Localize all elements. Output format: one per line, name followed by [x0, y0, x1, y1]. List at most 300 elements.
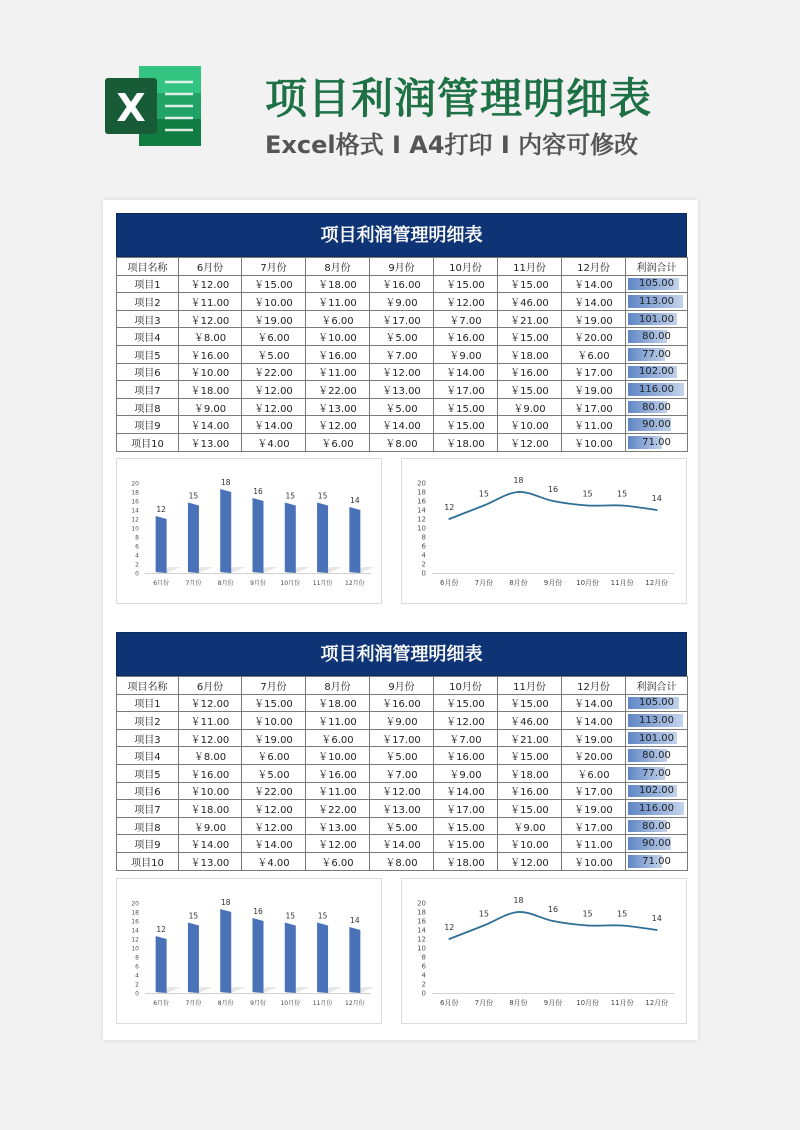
total-cell [626, 800, 688, 818]
value-cell: ￥15.00 [434, 416, 498, 434]
value-cell: ￥18.00 [306, 694, 370, 712]
value-cell: ￥6.00 [306, 433, 370, 451]
value-cell: ￥17.00 [562, 817, 626, 835]
total-cell [626, 729, 688, 747]
x-tick-label: 8月份 [509, 999, 528, 1007]
x-tick-label: 7月份 [185, 1000, 202, 1007]
value-cell: ￥6.00 [306, 729, 370, 747]
value-cell: ￥17.00 [434, 381, 498, 399]
total-value: 102.00 [639, 785, 674, 797]
value-cell: ￥7.00 [370, 345, 434, 363]
total-cell [626, 381, 688, 399]
table-row [117, 800, 688, 818]
data-point [448, 938, 450, 940]
value-cell: ￥10.00 [242, 293, 306, 311]
bar [285, 503, 296, 574]
value-cell: ￥19.00 [562, 381, 626, 399]
total-cell [626, 363, 688, 381]
total-value: 80.00 [642, 331, 671, 343]
x-tick-label: 12月份 [645, 579, 669, 587]
value-cell: ￥18.00 [179, 800, 242, 818]
bar [349, 507, 360, 573]
value-cell: ￥16.00 [434, 328, 498, 346]
y-tick-label: 8 [421, 953, 426, 962]
value-cell: ￥16.00 [434, 747, 498, 765]
y-tick-label: 18 [131, 489, 139, 497]
value-cell: ￥16.00 [370, 694, 434, 712]
x-tick-label: 6月份 [153, 580, 170, 587]
value-cell: ￥5.00 [370, 817, 434, 835]
sheet-title: 项目利润管理明细表 [116, 632, 687, 676]
project-name-cell: 项目8 [117, 817, 179, 835]
data-label: 18 [220, 478, 231, 487]
value-cell: ￥9.00 [370, 293, 434, 311]
total-cell [626, 328, 688, 346]
y-tick-label: 4 [421, 971, 426, 980]
data-label: 15 [188, 911, 199, 921]
total-value: 105.00 [639, 697, 674, 709]
table-row [117, 694, 688, 712]
y-tick-label: 18 [417, 908, 426, 917]
data-label: 15 [285, 911, 296, 921]
x-tick-label: 10月份 [280, 1000, 301, 1007]
y-tick-label: 14 [417, 926, 426, 935]
project-name-cell: 项目4 [117, 747, 179, 765]
value-cell: ￥15.00 [498, 275, 562, 293]
value-cell: ￥13.00 [306, 398, 370, 416]
total-value: 80.00 [642, 820, 671, 832]
project-name-cell: 项目1 [117, 694, 179, 712]
value-cell: ￥14.00 [562, 694, 626, 712]
table-row [117, 345, 688, 363]
table-row [117, 310, 688, 328]
value-cell: ￥9.00 [179, 398, 242, 416]
value-cell: ￥12.00 [434, 712, 498, 730]
total-cell [626, 398, 688, 416]
value-cell: ￥12.00 [242, 398, 306, 416]
value-cell: ￥11.00 [306, 782, 370, 800]
y-tick-label: 10 [417, 944, 426, 953]
value-cell: ￥14.00 [562, 293, 626, 311]
table-row [117, 363, 688, 381]
total-value: 71.00 [642, 436, 671, 448]
project-name-cell: 项目10 [117, 433, 179, 451]
total-cell [626, 416, 688, 434]
value-cell: ￥10.00 [242, 712, 306, 730]
y-tick-label: 4 [135, 552, 139, 560]
value-cell: ￥12.00 [370, 782, 434, 800]
y-tick-label: 0 [421, 989, 426, 998]
value-cell: ￥9.00 [498, 398, 562, 416]
total-value: 116.00 [639, 383, 674, 395]
value-cell: ￥10.00 [306, 747, 370, 765]
total-value: 116.00 [639, 802, 674, 814]
y-tick-label: 8 [135, 534, 139, 542]
data-label: 12 [156, 925, 166, 934]
value-cell: ￥46.00 [498, 712, 562, 730]
value-cell: ￥15.00 [434, 817, 498, 835]
data-point [518, 491, 520, 493]
column-header: 9月份 [370, 258, 434, 276]
x-tick-label: 8月份 [217, 580, 234, 587]
value-cell: ￥5.00 [370, 747, 434, 765]
y-tick-label: 2 [135, 981, 139, 989]
total-cell [626, 275, 688, 293]
value-cell: ￥14.00 [370, 416, 434, 434]
value-cell: ￥15.00 [434, 835, 498, 853]
total-value: 77.00 [642, 767, 671, 779]
value-cell: ￥16.00 [498, 782, 562, 800]
project-name-cell: 项目7 [117, 381, 179, 399]
column-header: 6月份 [179, 677, 242, 695]
y-tick-label: 20 [417, 899, 426, 908]
bar [317, 923, 328, 994]
y-tick-label: 10 [417, 524, 426, 533]
project-name-cell: 项目2 [117, 712, 179, 730]
total-cell [626, 835, 688, 853]
project-name-cell: 项目6 [117, 782, 179, 800]
y-tick-label: 20 [131, 900, 139, 908]
total-cell [626, 852, 688, 870]
y-tick-label: 16 [131, 918, 139, 926]
total-cell [626, 817, 688, 835]
total-value: 80.00 [642, 750, 671, 762]
x-tick-label: 11月份 [610, 999, 634, 1007]
column-header: 7月份 [242, 677, 306, 695]
value-cell: ￥10.00 [562, 433, 626, 451]
value-cell: ￥9.00 [179, 817, 242, 835]
data-point [552, 500, 554, 502]
y-tick-label: 14 [417, 506, 426, 515]
value-cell: ￥16.00 [306, 345, 370, 363]
total-cell [626, 345, 688, 363]
value-cell: ￥6.00 [306, 852, 370, 870]
value-cell: ￥4.00 [242, 852, 306, 870]
value-cell: ￥12.00 [498, 433, 562, 451]
x-tick-label: 12月份 [345, 1000, 365, 1007]
value-cell: ￥6.00 [306, 310, 370, 328]
data-label: 14 [651, 494, 662, 503]
x-tick-label: 7月份 [474, 579, 494, 587]
value-cell: ￥14.00 [562, 275, 626, 293]
value-cell: ￥13.00 [179, 433, 242, 451]
value-cell: ￥15.00 [498, 694, 562, 712]
total-value: 101.00 [639, 732, 674, 744]
value-cell: ￥12.00 [179, 694, 242, 712]
value-cell: ￥6.00 [242, 747, 306, 765]
total-value: 101.00 [639, 313, 674, 325]
value-cell: ￥17.00 [434, 800, 498, 818]
value-cell: ￥8.00 [370, 433, 434, 451]
bar-chart-svg [117, 459, 383, 605]
page-title: 项目利润管理明细表 [265, 74, 653, 123]
total-value: 71.00 [642, 855, 671, 867]
value-cell: ￥11.00 [306, 712, 370, 730]
x-tick-label: 10月份 [280, 580, 301, 587]
logo-letter: X [116, 86, 146, 130]
data-point [483, 925, 485, 927]
value-cell: ￥17.00 [562, 363, 626, 381]
value-cell: ￥16.00 [306, 764, 370, 782]
value-cell: ￥11.00 [179, 293, 242, 311]
value-cell: ￥7.00 [434, 310, 498, 328]
data-label: 12 [444, 923, 455, 932]
data-point [587, 505, 589, 507]
value-cell: ￥18.00 [179, 381, 242, 399]
value-cell: ￥11.00 [306, 363, 370, 381]
data-point [656, 929, 658, 931]
value-cell: ￥5.00 [370, 398, 434, 416]
data-label: 15 [617, 909, 628, 919]
value-cell: ￥15.00 [498, 800, 562, 818]
project-name-cell: 项目4 [117, 328, 179, 346]
column-header: 10月份 [434, 258, 498, 276]
y-tick-label: 6 [421, 542, 426, 551]
value-cell: ￥14.00 [242, 416, 306, 434]
bar [253, 918, 264, 993]
bar [220, 489, 231, 573]
table-row [117, 764, 688, 782]
value-cell: ￥9.00 [498, 817, 562, 835]
line-chart [401, 878, 687, 1024]
total-value: 113.00 [639, 714, 674, 726]
bar [317, 503, 328, 574]
value-cell: ￥18.00 [434, 433, 498, 451]
bar [253, 498, 264, 573]
value-cell: ￥12.00 [179, 275, 242, 293]
data-label: 14 [350, 916, 360, 925]
data-label: 15 [317, 911, 328, 921]
column-header: 利润合计 [626, 677, 688, 695]
value-cell: ￥15.00 [498, 381, 562, 399]
value-cell: ￥11.00 [179, 712, 242, 730]
value-cell: ￥15.00 [242, 275, 306, 293]
data-label: 12 [156, 505, 166, 514]
total-cell [626, 293, 688, 311]
data-label: 14 [651, 914, 662, 923]
table-row [117, 817, 688, 835]
value-cell: ￥12.00 [242, 800, 306, 818]
data-label: 18 [220, 898, 231, 907]
column-header: 11月份 [498, 677, 562, 695]
project-name-cell: 项目3 [117, 729, 179, 747]
value-cell: ￥7.00 [370, 764, 434, 782]
x-tick-label: 9月份 [250, 1000, 266, 1007]
value-cell: ￥21.00 [498, 310, 562, 328]
table-row [117, 729, 688, 747]
value-cell: ￥17.00 [370, 729, 434, 747]
value-cell: ￥15.00 [498, 328, 562, 346]
table-row [117, 433, 688, 451]
project-name-cell: 项目3 [117, 310, 179, 328]
total-cell [626, 433, 688, 451]
y-tick-label: 16 [131, 498, 139, 506]
data-point [621, 505, 623, 507]
y-tick-label: 12 [131, 936, 139, 944]
sheet-section-2 [116, 632, 687, 871]
data-point [621, 925, 623, 927]
value-cell: ￥19.00 [242, 729, 306, 747]
data-label: 14 [350, 496, 360, 505]
value-cell: ￥13.00 [370, 381, 434, 399]
value-cell: ￥10.00 [179, 782, 242, 800]
y-tick-label: 0 [421, 569, 426, 578]
data-point [587, 925, 589, 927]
value-cell: ￥12.00 [242, 381, 306, 399]
line-chart [401, 458, 687, 604]
value-cell: ￥19.00 [242, 310, 306, 328]
column-header: 10月份 [434, 677, 498, 695]
table-row [117, 835, 688, 853]
table-row [117, 782, 688, 800]
value-cell: ￥14.00 [434, 363, 498, 381]
x-tick-label: 11月份 [312, 580, 333, 587]
y-tick-label: 2 [135, 561, 139, 569]
y-tick-label: 18 [131, 909, 139, 917]
value-cell: ￥12.00 [179, 729, 242, 747]
bar-chart [116, 458, 382, 604]
column-header: 9月份 [370, 677, 434, 695]
total-value: 105.00 [639, 278, 674, 290]
data-label: 15 [285, 491, 296, 501]
total-cell [626, 310, 688, 328]
project-name-cell: 项目5 [117, 764, 179, 782]
project-name-cell: 项目1 [117, 275, 179, 293]
y-tick-label: 6 [421, 962, 426, 971]
data-label: 16 [253, 907, 263, 916]
x-tick-label: 12月份 [345, 580, 365, 587]
data-label: 15 [478, 489, 489, 499]
y-tick-label: 16 [417, 497, 426, 506]
y-tick-label: 2 [421, 560, 426, 569]
bar [349, 927, 360, 993]
total-cell [626, 747, 688, 765]
data-point [518, 911, 520, 913]
value-cell: ￥14.00 [179, 835, 242, 853]
table-row [117, 852, 688, 870]
value-cell: ￥16.00 [179, 345, 242, 363]
value-cell: ￥15.00 [242, 694, 306, 712]
data-label: 16 [547, 485, 559, 494]
total-value: 80.00 [642, 401, 671, 413]
total-value: 90.00 [642, 419, 671, 431]
bar [156, 936, 167, 993]
column-header: 7月份 [242, 258, 306, 276]
data-label: 15 [188, 491, 199, 501]
page-subtitle: Excel格式 I A4打印 I 内容可修改 [265, 131, 639, 159]
value-cell: ￥14.00 [242, 835, 306, 853]
y-tick-label: 6 [135, 543, 139, 551]
x-tick-label: 10月份 [576, 579, 600, 587]
line-chart-svg [402, 879, 688, 1025]
total-value: 102.00 [639, 366, 674, 378]
total-cell [626, 764, 688, 782]
column-header: 12月份 [562, 677, 626, 695]
value-cell: ￥16.00 [179, 764, 242, 782]
bar-chart [116, 878, 382, 1024]
column-header: 8月份 [306, 677, 370, 695]
x-tick-label: 6月份 [153, 1000, 170, 1007]
value-cell: ￥14.00 [434, 782, 498, 800]
value-cell: ￥22.00 [242, 363, 306, 381]
x-tick-label: 7月份 [474, 999, 494, 1007]
total-cell [626, 694, 688, 712]
value-cell: ￥6.00 [562, 764, 626, 782]
x-tick-label: 6月份 [440, 579, 459, 587]
total-value: 113.00 [639, 295, 674, 307]
total-value: 90.00 [642, 838, 671, 850]
x-tick-label: 8月份 [217, 1000, 234, 1007]
value-cell: ￥11.00 [562, 835, 626, 853]
project-name-cell: 项目2 [117, 293, 179, 311]
value-cell: ￥9.00 [434, 764, 498, 782]
value-cell: ￥10.00 [179, 363, 242, 381]
value-cell: ￥13.00 [306, 817, 370, 835]
y-tick-label: 20 [131, 480, 139, 488]
y-tick-label: 12 [417, 515, 426, 524]
table-row [117, 398, 688, 416]
bar-chart-svg [117, 879, 383, 1025]
value-cell: ￥10.00 [498, 835, 562, 853]
value-cell: ￥10.00 [306, 328, 370, 346]
value-cell: ￥12.00 [179, 310, 242, 328]
y-tick-label: 10 [131, 945, 139, 953]
data-label: 12 [444, 503, 455, 512]
value-cell: ￥13.00 [370, 800, 434, 818]
total-cell [626, 712, 688, 730]
data-point [483, 505, 485, 507]
data-label: 15 [582, 909, 593, 919]
value-cell: ￥17.00 [562, 398, 626, 416]
table-row [117, 328, 688, 346]
data-point [448, 518, 450, 520]
value-cell: ￥12.00 [370, 363, 434, 381]
y-tick-label: 8 [421, 533, 426, 542]
bar [188, 923, 199, 994]
value-cell: ￥11.00 [306, 293, 370, 311]
data-label: 16 [547, 905, 559, 914]
y-tick-label: 12 [417, 935, 426, 944]
value-cell: ￥8.00 [179, 747, 242, 765]
project-name-cell: 项目10 [117, 852, 179, 870]
y-tick-label: 4 [421, 551, 426, 560]
sheet-section-1 [116, 213, 687, 452]
column-header: 8月份 [306, 258, 370, 276]
y-tick-label: 4 [135, 972, 139, 980]
y-tick-label: 14 [131, 927, 139, 935]
value-cell: ￥12.00 [306, 835, 370, 853]
value-cell: ￥8.00 [179, 328, 242, 346]
value-cell: ￥9.00 [370, 712, 434, 730]
y-tick-label: 0 [135, 570, 139, 578]
table-row [117, 416, 688, 434]
value-cell: ￥16.00 [498, 363, 562, 381]
column-header: 11月份 [498, 258, 562, 276]
value-cell: ￥10.00 [498, 416, 562, 434]
value-cell: ￥22.00 [306, 381, 370, 399]
column-header: 6月份 [179, 258, 242, 276]
value-cell: ￥15.00 [498, 747, 562, 765]
value-cell: ￥10.00 [562, 852, 626, 870]
value-cell: ￥16.00 [370, 275, 434, 293]
value-cell: ￥15.00 [434, 275, 498, 293]
header-row [117, 258, 688, 276]
project-name-cell: 项目9 [117, 416, 179, 434]
value-cell: ￥12.00 [306, 416, 370, 434]
y-tick-label: 2 [421, 980, 426, 989]
project-name-cell: 项目9 [117, 835, 179, 853]
bar [220, 909, 231, 993]
